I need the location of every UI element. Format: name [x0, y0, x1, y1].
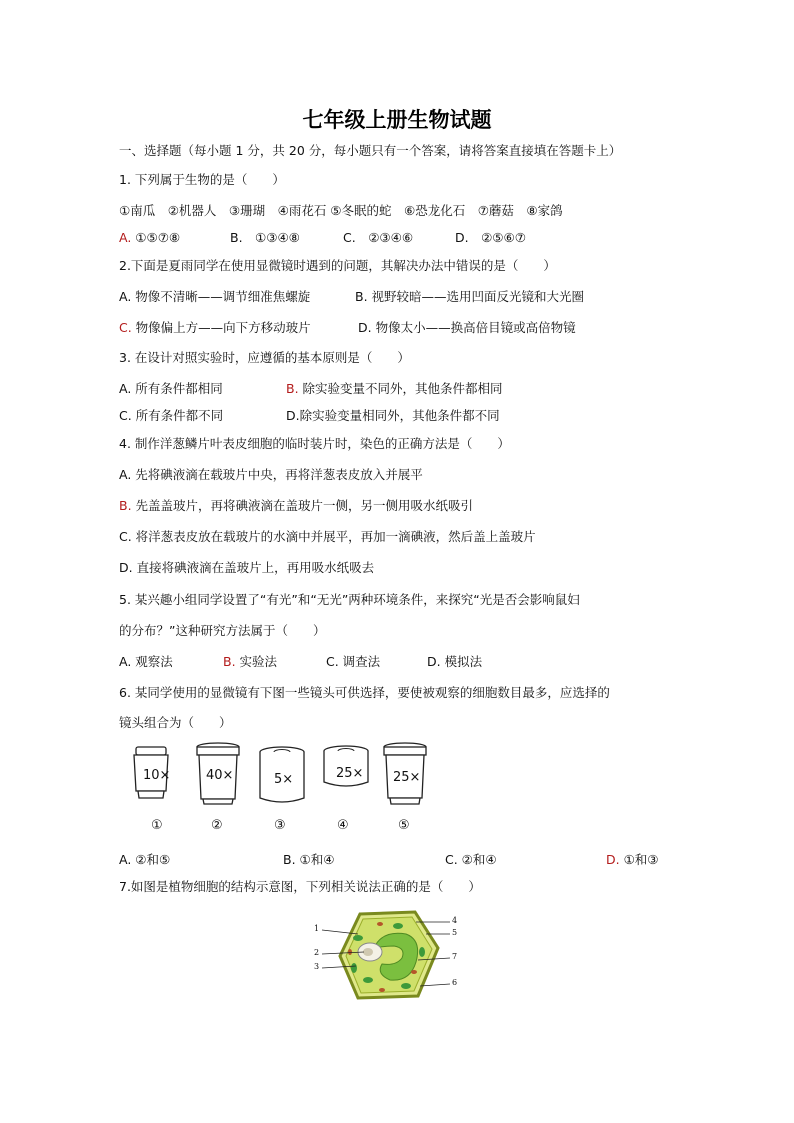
q4-option-d: D. 直接将碘液滴在盖玻片上，再用吸水纸吸去	[119, 560, 375, 575]
cell-label-4: 4	[452, 916, 458, 925]
question-3-stem: 3. 在设计对照实验时，应遵循的基本原则是（ ）	[119, 350, 410, 365]
q5-option-d: D. 模拟法	[427, 654, 483, 669]
q5-option-b	[223, 654, 277, 670]
question-1-items: ①南瓜 ②机器人 ③珊瑚 ④雨花石 ⑤冬眠的蛇 ⑥恐龙化石 ⑦蘑菇 ⑧家鸽	[119, 203, 563, 218]
q4-option-c: C. 将洋葱表皮放在载玻片的水滴中并展平，再加一滴碘液，然后盖上盖玻片	[119, 529, 536, 544]
lens-3-number: ③	[274, 818, 286, 833]
cell-label-1: 1	[314, 924, 320, 933]
section-heading: 一、选择题（每小题 1 分，共 20 分，每小题只有一个答案，请将答案直接填在答题卡上）	[119, 143, 622, 158]
option-text: 实验法	[235, 654, 278, 669]
cell-label-2: 2	[314, 948, 320, 957]
option-text: ①和③	[619, 852, 659, 867]
q5-option-a: A. 观察法	[119, 654, 173, 669]
q3-option-b	[286, 381, 503, 397]
answer-letter: A.	[119, 230, 132, 245]
question-5-stem-line1: 5. 某兴趣小组同学设置了“有光”和“无光”两种环境条件，来探究“光是否会影响鼠妇	[119, 592, 580, 607]
answer-letter: D.	[606, 852, 620, 867]
q2-option-a: A. 物像不清晰——调节细准焦螺旋	[119, 289, 311, 304]
answer-letter: C.	[119, 320, 132, 335]
lens-1-magnification: 10×	[143, 768, 171, 783]
answer-letter: B.	[223, 654, 236, 669]
q3-option-a: A. 所有条件都相同	[119, 381, 223, 396]
question-6-stem-line2: 镜头组合为（ ）	[119, 715, 232, 730]
option-text: 物像偏上方——向下方移动玻片	[131, 320, 311, 335]
q5-option-c: C. 调查法	[326, 654, 381, 669]
answer-letter: B.	[119, 498, 132, 513]
q6-option-c: C. ②和④	[445, 852, 497, 867]
q1-option-b: B. ①③④⑧	[230, 230, 300, 245]
q6-option-d	[606, 852, 659, 868]
question-4-stem: 4. 制作洋葱鳞片叶表皮细胞的临时装片时，染色的正确方法是（ ）	[119, 436, 510, 451]
lens-4-number: ④	[337, 818, 349, 833]
answer-letter: B.	[286, 381, 299, 396]
cell-label-3: 3	[314, 962, 320, 971]
question-1-stem: 1. 下列属于生物的是（ ）	[119, 172, 285, 187]
q6-option-b: B. ①和④	[283, 852, 335, 867]
q2-option-c	[119, 320, 311, 336]
lens-2-number: ②	[211, 818, 223, 833]
page-title: 七年级上册生物试题	[302, 107, 492, 132]
question-6-stem-line1: 6. 某同学使用的显微镜有下图一些镜头可供选择，要使被观察的细胞数目最多，应选择的	[119, 685, 610, 700]
lens-4-magnification: 25×	[336, 766, 364, 781]
cell-label-6: 6	[452, 978, 458, 987]
option-text: ①⑤⑦⑧	[131, 230, 181, 245]
q4-option-a: A. 先将碘液滴在载玻片中央，再将洋葱表皮放入并展平	[119, 467, 423, 482]
q2-option-d: D. 物像太小——换高倍目镜或高倍物镜	[358, 320, 576, 335]
option-text: 除实验变量不同外，其他条件都相同	[298, 381, 503, 396]
lens-3-magnification: 5×	[274, 772, 294, 787]
lens-2-magnification: 40×	[206, 768, 234, 783]
q1-option-a	[119, 230, 180, 246]
lens-1-number: ①	[151, 818, 163, 833]
cell-label-5: 5	[452, 928, 458, 937]
q3-option-d: D.除实验变量相同外，其他条件都不同	[286, 408, 500, 423]
lens-5-number: ⑤	[398, 818, 410, 833]
cell-label-7: 7	[452, 952, 458, 961]
q4-option-b	[119, 498, 473, 514]
q1-option-d: D. ②⑤⑥⑦	[455, 230, 526, 245]
q6-option-a: A. ②和⑤	[119, 852, 171, 867]
q1-option-c: C. ②③④⑥	[343, 230, 414, 245]
q2-option-b: B. 视野较暗——选用凹面反光镜和大光圈	[355, 289, 585, 304]
question-5-stem-line2: 的分布？”这种研究方法属于（ ）	[119, 623, 326, 638]
lens-5-magnification: 25×	[393, 770, 421, 785]
plant-cell-diagram	[310, 908, 470, 1008]
question-7-stem: 7.如图是植物细胞的结构示意图，下列相关说法正确的是（ ）	[119, 879, 481, 894]
q3-option-c: C. 所有条件都不同	[119, 408, 224, 423]
option-text: 先盖盖玻片，再将碘液滴在盖玻片一侧，另一侧用吸水纸吸引	[131, 498, 474, 513]
question-2-stem: 2.下面是夏雨同学在使用显微镜时遇到的问题，其解决办法中错误的是（ ）	[119, 258, 556, 273]
